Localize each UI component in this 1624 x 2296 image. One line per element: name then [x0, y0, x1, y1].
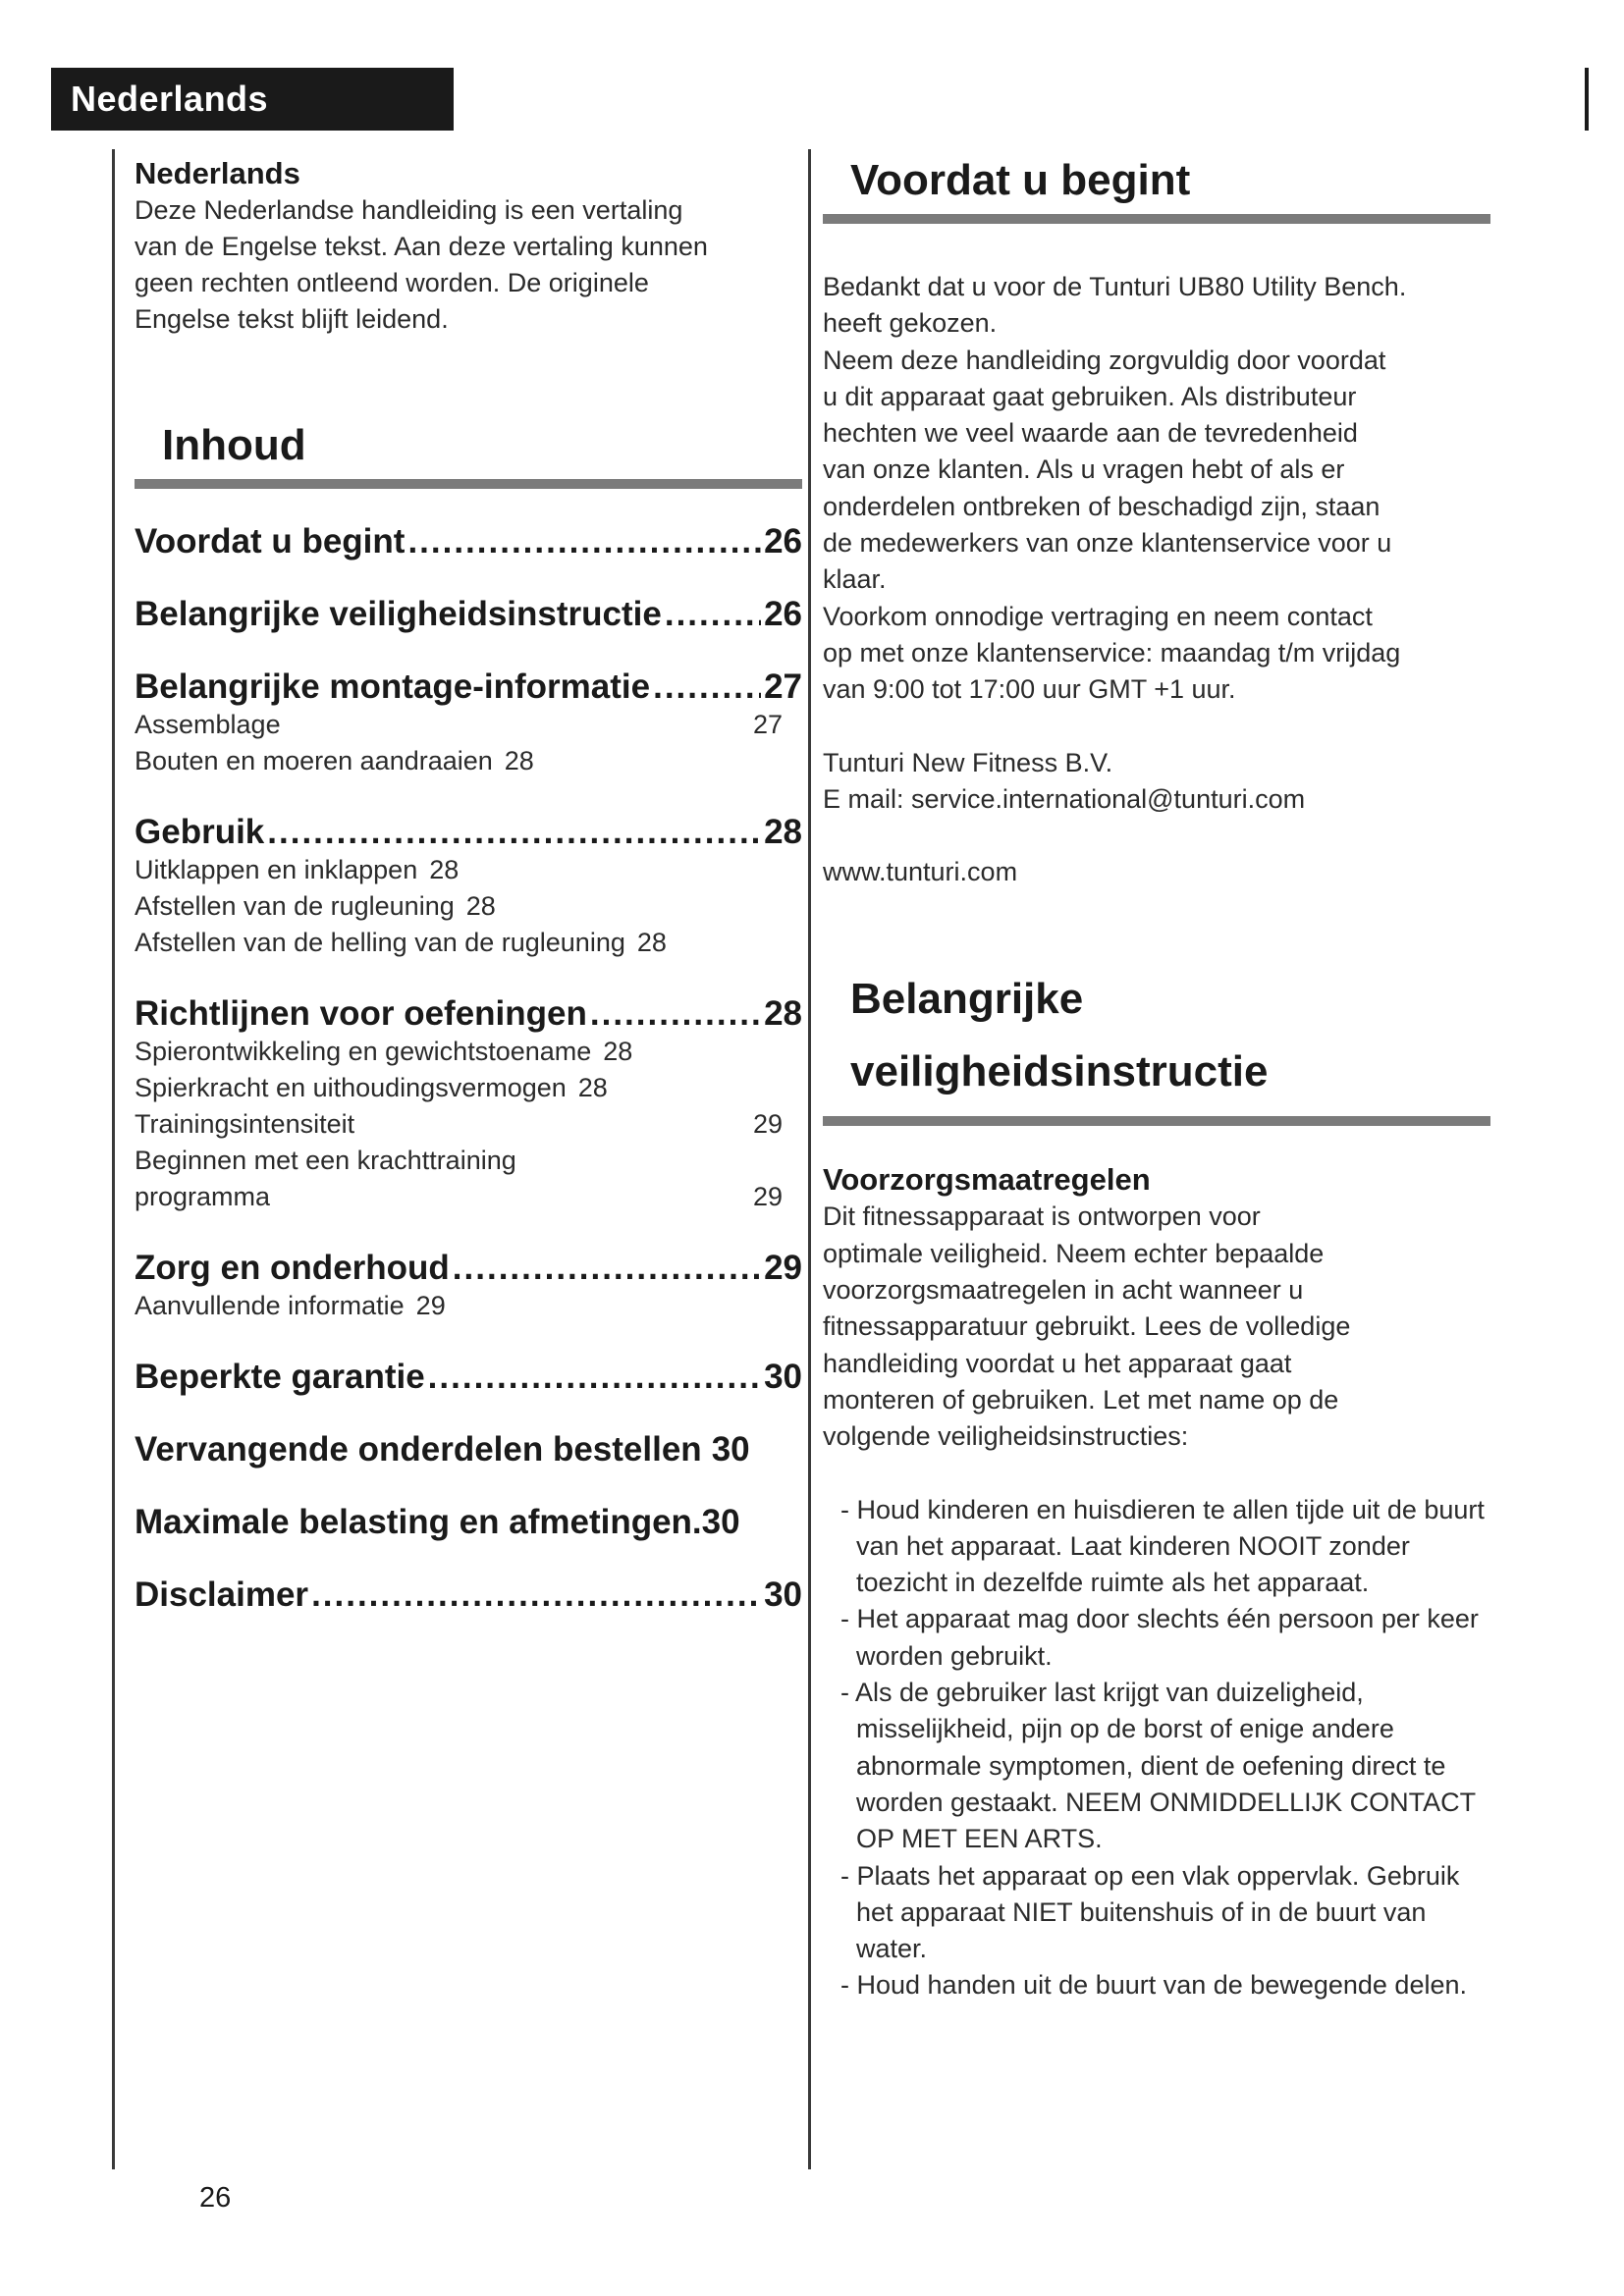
toc-entry-page: 26 — [764, 522, 802, 561]
body-line: heeft gekozen. — [823, 308, 998, 339]
toc-subentry[interactable] — [135, 1179, 802, 1215]
toc-subentry[interactable] — [135, 1106, 802, 1143]
toc-entry-page: 27 — [764, 667, 802, 706]
toc-subentry-label: Afstellen van de helling van de rugleuning — [135, 928, 625, 957]
safety-title — [823, 963, 1490, 1126]
website-link[interactable]: www.tunturi.com — [823, 857, 1018, 887]
toc-entry-page: 30 — [701, 1503, 740, 1541]
toc-subentry-label: Bouten en moeren aandraaien — [135, 746, 493, 775]
page-edge-marker — [1585, 68, 1589, 131]
toc-leader-dots — [407, 522, 761, 561]
toc-subentry[interactable] — [135, 743, 802, 779]
body-line: op met onze klantenservice: maandag t/m vrijdag — [823, 637, 1401, 667]
toc-subentry-page: 28 — [577, 1073, 608, 1102]
toc-subentry[interactable] — [135, 852, 802, 888]
toc-entry-label: Beperkte garantie — [135, 1358, 425, 1396]
toc-group — [135, 994, 802, 1215]
toc-entry-page: 28 — [764, 813, 802, 851]
body-line: Voorkom onnodige vertraging en neem contact — [823, 601, 1373, 631]
toc-leader-dots — [311, 1575, 761, 1615]
toc-group — [135, 813, 802, 961]
toc-subentry-label: Afstellen van de rugleuning — [135, 891, 455, 921]
toc-leader-dots — [453, 1249, 761, 1288]
toc-entry[interactable] — [135, 813, 802, 852]
toc-entry-label: Vervangende onderdelen bestellen — [135, 1430, 702, 1468]
toc-entry-page: 30 — [764, 1575, 802, 1614]
toc-subentry-page: 28 — [636, 928, 667, 957]
toc-subentry-page: 28 — [504, 746, 534, 775]
safety-bullet: - Houd handen uit de buurt van de bewegende delen. — [840, 1970, 1467, 2001]
body-line: fitnessapparatuur gebruikt. Lees de volledige — [823, 1311, 1351, 1342]
toc-entry[interactable] — [135, 667, 802, 707]
toc-entry-page: 28 — [764, 994, 802, 1033]
toc-subentry-page: 29 — [415, 1291, 446, 1320]
toc-entry[interactable] — [135, 1503, 802, 1542]
body-line: hechten we veel waarde aan de tevredenheid — [823, 418, 1358, 449]
toc-subentry-label: Aanvullende informatie — [135, 1291, 405, 1320]
toc-subentry-page: 29 — [752, 1182, 783, 1211]
body-line: onderdelen ontbreken of beschadigd zijn, staan — [823, 491, 1380, 521]
contact-email[interactable]: E mail: service.international@tunturi.com — [823, 783, 1306, 814]
toc-subentry[interactable] — [135, 888, 802, 925]
toc-subentry-page: 29 — [752, 1109, 783, 1139]
toc-subentry-label: Uitklappen en inklappen — [135, 855, 418, 884]
left-column — [135, 155, 802, 1648]
toc-entry[interactable] — [135, 522, 802, 561]
intro-line: Deze Nederlandse handleiding is een vertaling — [135, 195, 683, 225]
body-line: optimale veiligheid. Neem echter bepaalde — [823, 1238, 1325, 1268]
toc-group — [135, 667, 802, 779]
toc-subentry-page: 27 — [752, 710, 783, 739]
toc-entry[interactable] — [135, 1575, 802, 1615]
toc-entry-page: 26 — [764, 595, 802, 633]
body-line: Neem deze handleiding zorgvuldig door voordat — [823, 345, 1386, 375]
intro-title: Nederlands — [135, 156, 300, 190]
body-line: volgende veiligheidsinstructies: — [823, 1421, 1189, 1452]
toc-entry-label: Belangrijke montage-informatie — [135, 667, 651, 706]
body-line: handleiding voordat u het apparaat gaat — [823, 1348, 1292, 1378]
toc-group — [135, 1430, 802, 1469]
toc-entry-label: Belangrijke veiligheidsinstructie — [135, 595, 662, 633]
toc-subentry-label: Trainingsintensiteit — [135, 1109, 355, 1139]
toc-entry-label: Voordat u begint — [135, 522, 406, 561]
toc-group — [135, 1503, 802, 1542]
toc-entry-label: Maximale belasting en afmetingen. — [135, 1503, 702, 1541]
toc-group — [135, 1575, 802, 1615]
safety-bullet: - Als de gebruiker last krijgt van duizeligheid, misselijkheid, pijn op de borst of enige andere abnormale symptomen, dient de oefening direct te worden gestaakt. NEEM ONMIDDELLIJK CONTACT OP MET EEN ARTS. — [840, 1678, 1476, 1854]
body-line: voorzorgsmaatregelen in acht wanneer u — [823, 1275, 1304, 1306]
language-tab: Nederlands — [51, 68, 454, 131]
intro-line: Engelse tekst blijft leidend. — [135, 304, 449, 334]
table-of-contents — [135, 522, 802, 1615]
safety-bullet: - Het apparaat mag door slechts één persoon per keer worden gebruikt. — [840, 1604, 1479, 1671]
toc-entry-page: 30 — [764, 1358, 802, 1396]
toc-subentry-label: Spierkracht en uithoudingsvermogen — [135, 1073, 567, 1102]
toc-entry[interactable] — [135, 1249, 802, 1288]
toc-subentry-label: programma — [135, 1182, 271, 1211]
toc-subentry[interactable] — [135, 1143, 802, 1179]
body-line: u dit apparaat gaat gebruiken. Als distributeur — [823, 381, 1357, 411]
toc-subentry-label: Spierontwikkeling en gewichtstoename — [135, 1037, 592, 1066]
page-number: 26 — [199, 2182, 232, 2214]
toc-subentry-page: 28 — [465, 891, 496, 921]
middle-column-rule — [808, 149, 811, 2169]
toc-subentry[interactable] — [135, 707, 802, 743]
body-line: de medewerkers van onze klantenservice voor u — [823, 528, 1392, 559]
toc-group — [135, 1249, 802, 1324]
toc-subentry[interactable] — [135, 1288, 802, 1324]
toc-leader-dots — [428, 1358, 761, 1397]
toc-leader-dots — [665, 595, 761, 634]
toc-subentry-label: Beginnen met een krachttraining — [135, 1146, 516, 1175]
safety-bullet-list — [823, 1492, 1490, 2004]
body-line: monteren of gebruiken. Let met name op de — [823, 1384, 1339, 1415]
left-column-rule — [112, 149, 115, 2169]
right-column — [823, 155, 1490, 2004]
toc-group — [135, 1358, 802, 1397]
toc-entry[interactable] — [135, 595, 802, 634]
body-line: van onze klanten. Als u vragen hebt of als er — [823, 454, 1345, 485]
toc-entry[interactable] — [135, 1430, 802, 1469]
toc-entry-page: 29 — [764, 1249, 802, 1287]
toc-subentry-page: 28 — [603, 1037, 633, 1066]
toc-group — [135, 522, 802, 561]
toc-leader-dots — [653, 667, 761, 707]
toc-entry-label: Richtlijnen voor oefeningen — [135, 994, 587, 1033]
toc-subentry-label: Assemblage — [135, 710, 281, 739]
toc-leader-dots — [590, 994, 761, 1034]
toc-subentry[interactable] — [135, 1034, 802, 1070]
toc-entry[interactable] — [135, 1358, 802, 1397]
safety-title-line: Belangrijke — [850, 975, 1084, 1024]
safety-bullet: - Plaats het apparaat op een vlak oppervlak. Gebruik het apparaat NIET buitenshuis of in de buurt van water. — [840, 1860, 1460, 1964]
toc-group — [135, 595, 802, 634]
toc-entry-page: 30 — [711, 1430, 750, 1468]
toc-title: Inhoud — [135, 420, 802, 489]
toc-subentry[interactable] — [135, 925, 802, 961]
toc-subentry-page: 28 — [429, 855, 460, 884]
company-name: Tunturi New Fitness B.V. — [823, 747, 1113, 777]
toc-entry[interactable] — [135, 994, 802, 1034]
toc-subentry[interactable] — [135, 1070, 802, 1106]
safety-bullet: - Houd kinderen en huisdieren te allen tijde uit de buurt van het apparaat. Laat kinderen NOOIT zonder toezicht in dezelfde ruimte als het apparaat. — [840, 1494, 1485, 1598]
body-line: Dit fitnessapparaat is ontworpen voor — [823, 1201, 1261, 1232]
body-line: van 9:00 tot 17:00 uur GMT +1 uur. — [823, 674, 1236, 705]
toc-entry-label: Disclaimer — [135, 1575, 309, 1614]
toc-entry-label: Zorg en onderhoud — [135, 1249, 450, 1287]
before-start-title: Voordat u begint — [823, 155, 1490, 224]
precautions-heading: Voorzorgsmaatregelen — [823, 1162, 1151, 1198]
body-line: klaar. — [823, 564, 887, 595]
intro-line: van de Engelse tekst. Aan deze vertaling kunnen — [135, 232, 708, 261]
toc-entry-label: Gebruik — [135, 813, 265, 851]
body-line: Bedankt dat u voor de Tunturi UB80 Utility Bench. — [823, 272, 1407, 301]
intro-line: geen rechten ontleend worden. De originele — [135, 268, 649, 297]
safety-title-line: veiligheidsinstructie — [850, 1047, 1269, 1096]
toc-leader-dots — [267, 813, 761, 852]
